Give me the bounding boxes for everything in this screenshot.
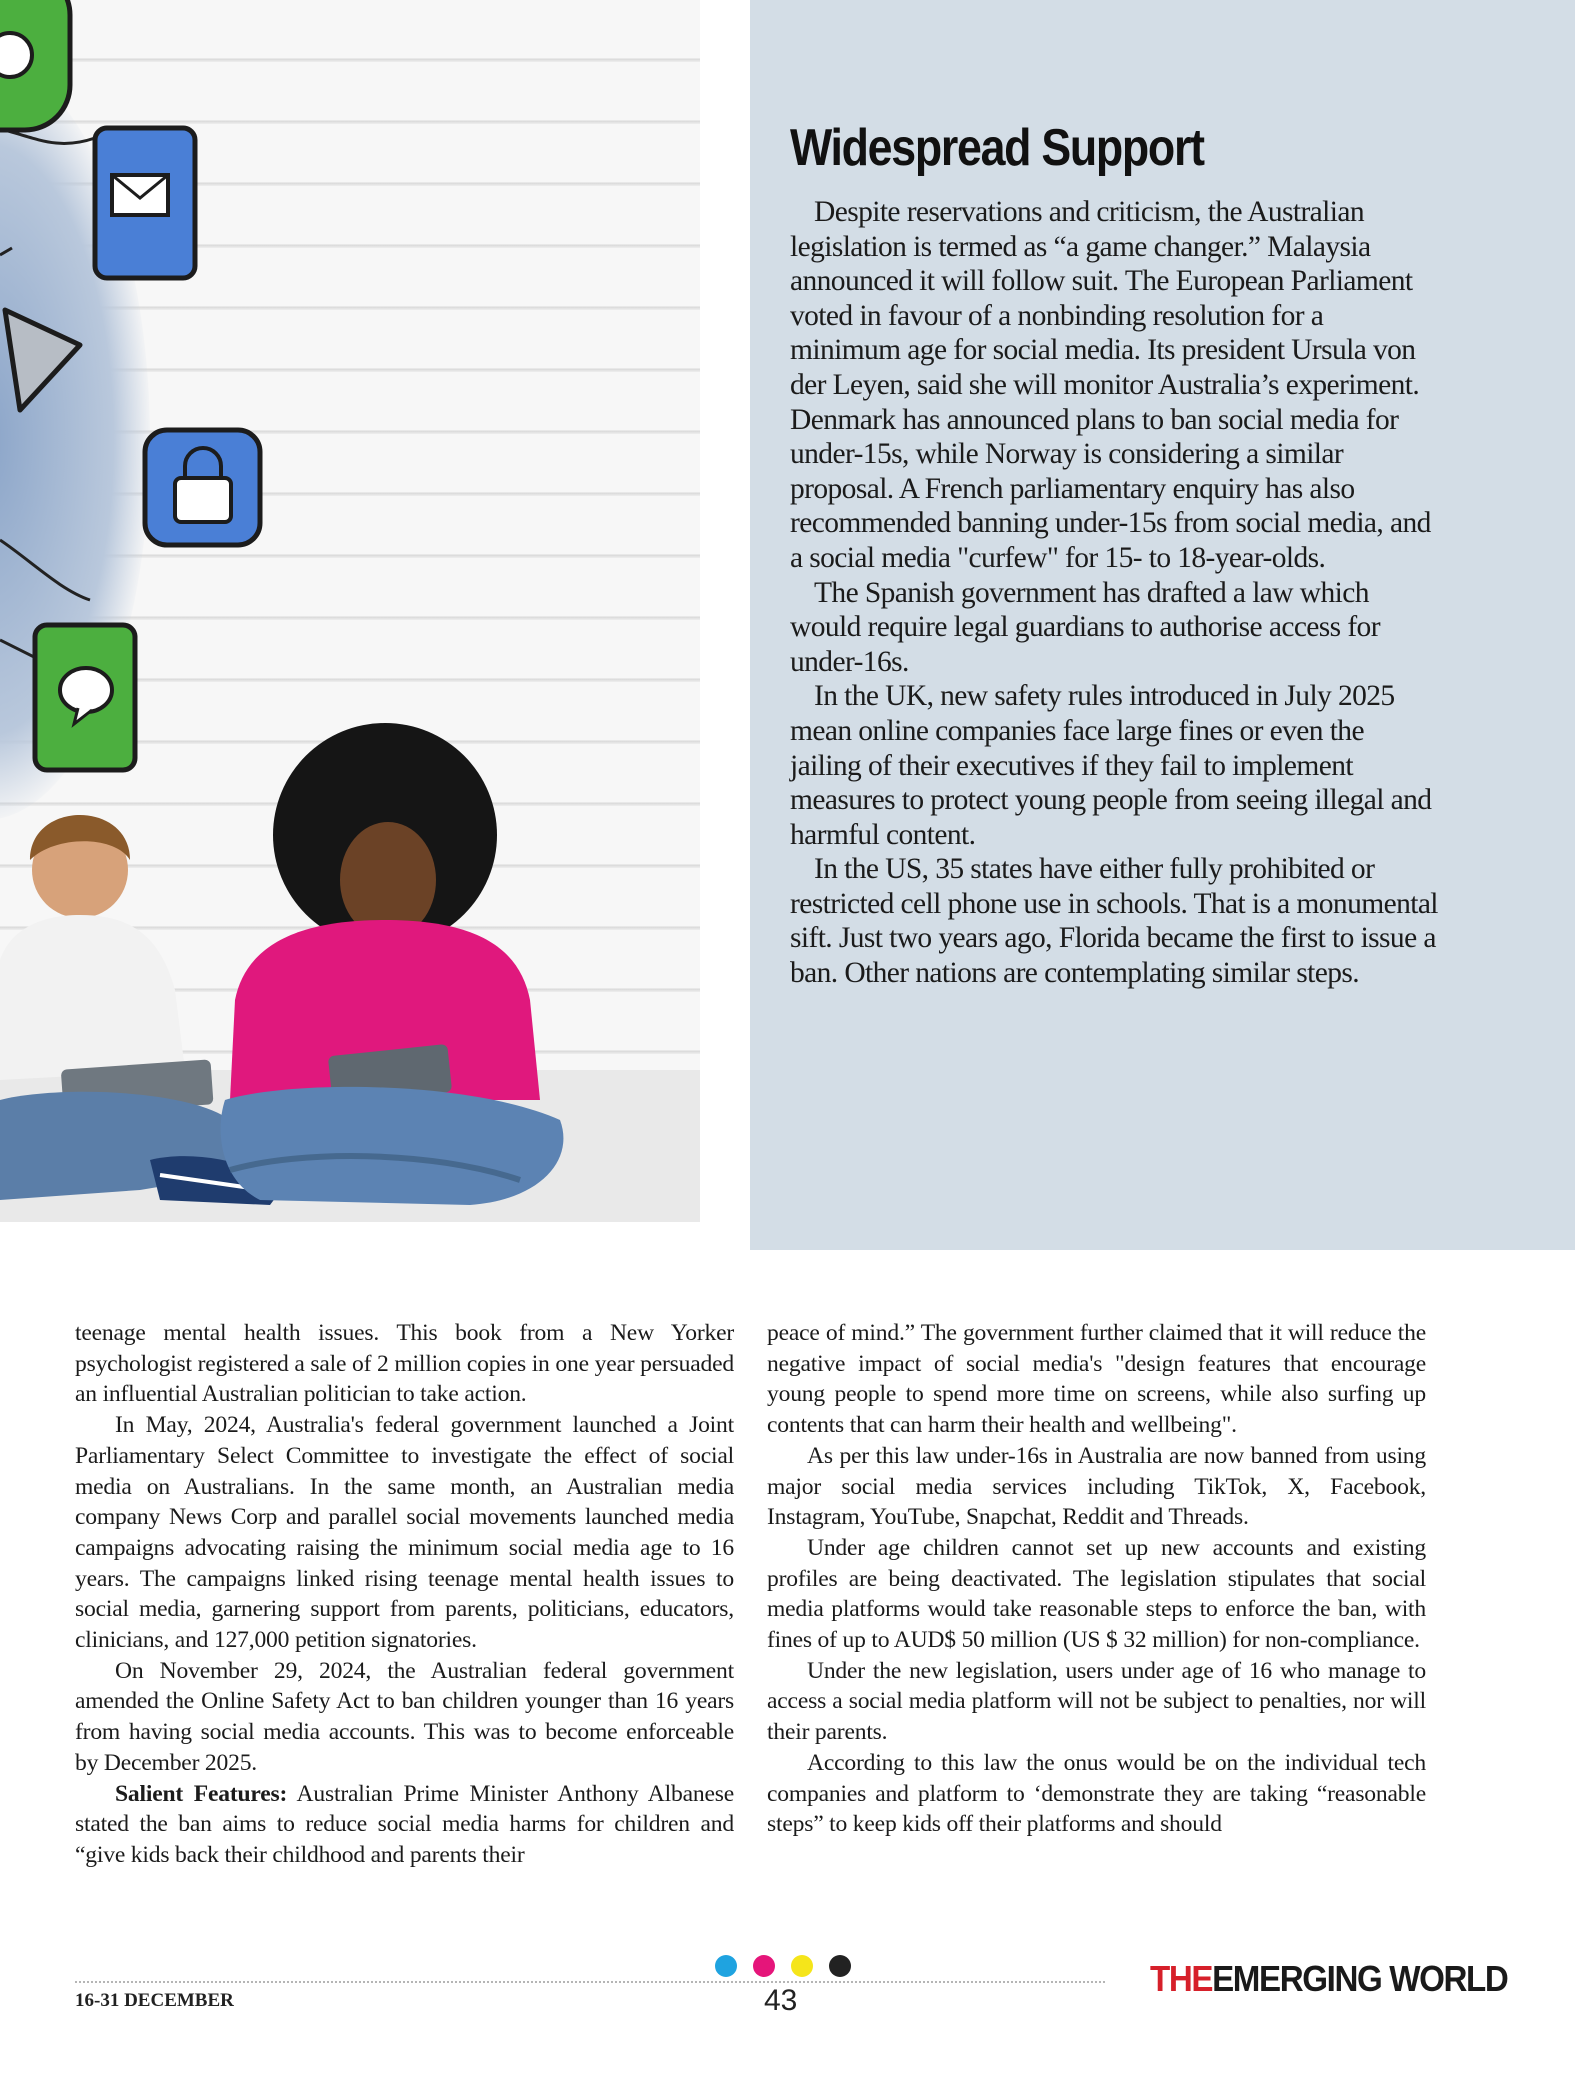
footer-rule: [75, 1981, 1105, 1983]
article-illustration: [0, 0, 700, 1222]
article-paragraph: According to this law the onus would be on the individual tech companies and platform to ‘demonstrate they are taking “reasonable steps” to keep kids off their platforms and should: [767, 1749, 1426, 1838]
article-paragraph: On November 29, 2024, the Australian federal government amended the Online Safety Act to ban children younger than 16 years from having social media accounts. This was to become enforceable by December 2025.: [75, 1657, 734, 1776]
magazine-brand: [1150, 1958, 1507, 2000]
play-icon: [5, 310, 80, 410]
black-dot: [829, 1955, 851, 1977]
article-column-right: [767, 1318, 1426, 1840]
article-paragraph: In May, 2024, Australia's federal government launched a Joint Parliamentary Select Committee to investigate the effect of social media on Australians. In the same month, an Australian media company News Corp and parallel social movements launched media campaigns advocating raising the minimum social media age to 16 years. The campaigns linked rising teenage mental health issues to social media, garnering support from parents, politicians, educators, clinicians, and 127,000 petition signatories.: [75, 1412, 734, 1654]
yellow-dot: [791, 1955, 813, 1977]
sidebar-paragraph: Despite reservations and criticism, the Australian legislation is termed as “a game changer.” Malaysia announced it will follow suit. The European Parliament voted in favour of a nonbinding resolution for a minimum age for social media. Its president Ursula von der Leyen, said she will monitor Australia’s experiment. Denmark has announced plans to ban social media for under-15s, while Norway is considering a similar proposal. A French parliamentary enquiry has also recommended banning under-15s from social media, and a social media "curfew" for 15- to 18-year-olds.: [790, 196, 1431, 574]
sidebar-paragraph: In the US, 35 states have either fully prohibited or restricted cell phone use in schools. That is a monumental sift. Just two years ago, Florida became the first to issue a ban. Other nations are contemplating similar steps.: [790, 853, 1438, 990]
salient-features-heading: Salient Features:: [115, 1780, 288, 1807]
girl-figure: [221, 723, 564, 1205]
salient-features-text: Australian Prime Minister Anthony Albanese stated the ban aims to reduce social media harms for children and “give kids back their childhood and parents their: [75, 1780, 734, 1868]
page-number: 43: [764, 1984, 798, 2017]
article-paragraph: teenage mental health issues. This book from a New Yorker psychologist registered a sale of 2 million copies in one year persuaded an influential Australian politician to take action.: [75, 1320, 734, 1408]
sidebar-paragraph: The Spanish government has drafted a law which would require legal guardians to authorise access for under-16s.: [790, 576, 1380, 678]
sidebar-paragraph: In the UK, new safety rules introduced in July 2025 mean online companies face large fines or even the jailing of their executives if they fail to implement measures to protect young people from seeing illegal and harmful content.: [790, 680, 1432, 851]
green-profile-icon: [0, 0, 70, 130]
sidebar-body: [790, 195, 1440, 991]
sidebar-box: [750, 0, 1575, 1250]
cyan-dot: [715, 1955, 737, 1977]
article-column-left: [75, 1318, 734, 1871]
issue-date: 16-31 DECEMBER: [75, 1990, 234, 2011]
article-paragraph: Under age children cannot set up new accounts and existing profiles are being deactivated. The legislation stipulates that social media platforms would take reasonable steps to enforce the ban, with fines of up to AUD$ 50 million (US $ 32 million) for non-compliance.: [767, 1534, 1426, 1654]
phone-mail-icon: [95, 128, 195, 278]
article-paragraph: As per this law under-16s in Australia are now banned from using major social media services including TikTok, X, Facebook, Instagram, YouTube, Snapchat, Reddit and Threads.: [767, 1442, 1426, 1531]
magenta-dot: [753, 1955, 775, 1977]
children-with-tablets-image: [0, 0, 700, 1222]
article-paragraph: Under the new legislation, users under age of 16 who manage to access a social media platform will not be subject to penalties, nor will their parents.: [767, 1657, 1426, 1746]
brand-name: EMERGING WORLD: [1212, 1958, 1508, 1999]
article-paragraph: peace of mind.” The government further claimed that it will reduce the negative impact of social media's "design features that encourage young people to spend more time on screens, while also surfing up contents that can harm their health and wellbeing".: [767, 1320, 1426, 1439]
print-registration-dots: [715, 1955, 851, 1977]
phone-chat-icon: [35, 625, 135, 770]
article-paragraph: [75, 1779, 734, 1871]
lock-icon: [145, 430, 260, 545]
brand-the: THE: [1150, 1958, 1213, 1999]
sidebar-title: Widespread Support: [790, 119, 1204, 177]
